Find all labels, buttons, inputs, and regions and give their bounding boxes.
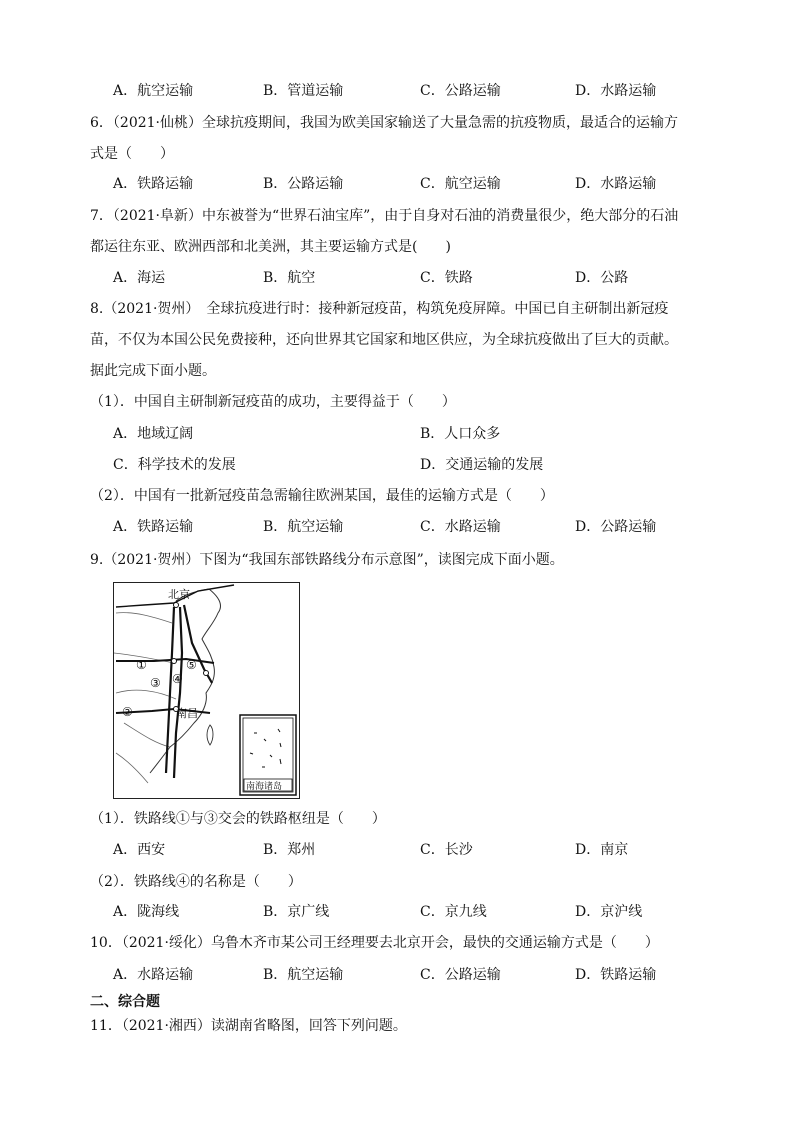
q9-sub2-option-c: C．京九线	[420, 904, 487, 920]
marker-4: ④	[172, 672, 183, 686]
q8-sub2-option-a: A．铁路运输	[113, 519, 194, 535]
q7-stem-line1: 7．（2021·阜新）中东被誉为“世界石油宝库”，由于自身对石油的消费量很少，绝大部分的石油	[90, 208, 679, 224]
q8-sub1-option-a: A．地域辽阔	[113, 426, 194, 442]
q10-option-b: B．航空运输	[263, 967, 344, 983]
q5-option-b: B．管道运输	[263, 83, 344, 99]
taiwan-island	[207, 725, 213, 745]
q6-stem-line2: 式是（ ）	[90, 146, 174, 162]
q9-sub1-option-d: D．南京	[575, 842, 629, 858]
station-beijing	[174, 603, 179, 608]
q6-stem-line1: 6．（2021·仙桃）全球抗疫期间，我国为欧美国家输送了大量急需的抗疫物质，最适合的运输方	[90, 115, 678, 131]
q5-option-c: C．公路运输	[420, 83, 501, 99]
q8-sub2-option-b: B．航空运输	[263, 519, 344, 535]
q9-sub2-option-b: B．京广线	[263, 904, 330, 920]
q10-option-d: D．铁路运输	[575, 967, 657, 983]
q9-sub1-option-b: B．郑州	[263, 842, 316, 858]
marker-1: ①	[136, 658, 147, 672]
q8-sub1-option-c: C．科学技术的发展	[113, 457, 236, 473]
label-nanchang: 南昌	[176, 707, 198, 720]
q11-stem-line1: 11．（2021·湘西）读湖南省略图，回答下列问题。	[90, 1018, 407, 1034]
station-east-junction	[204, 671, 209, 676]
q8-sub1-option-d: D．交通运输的发展	[420, 457, 544, 473]
q8-stem-line3: 据此完成下面小题。	[90, 363, 216, 379]
q9-stem-line1: 9.（2021·贺州）下图为“我国东部铁路线分布示意图”，读图完成下面小题。	[90, 552, 564, 568]
q10-option-a: A．水路运输	[113, 967, 194, 983]
q9-sub1-stem: （1）．铁路线①与③交会的铁路枢纽是（ ）	[90, 811, 386, 827]
marker-2: ②	[122, 705, 133, 719]
marker-3: ③	[150, 676, 161, 690]
station-north-junction	[172, 659, 177, 664]
q6-option-b: B．公路运输	[263, 176, 344, 192]
q6-option-c: C．航空运输	[420, 176, 501, 192]
section-heading: 二、综合题	[90, 994, 160, 1010]
q9-sub2-stem: （2）．铁路线④的名称是（ ）	[90, 874, 302, 890]
q8-stem-line2: 苗，不仅为本国公民免费接种，还向世界其它国家和地区供应，为全球抗疫做出了巨大的贡献。	[90, 332, 678, 348]
rail-line-beijing-guangzhou	[166, 607, 174, 773]
q9-sub2-option-a: A．陇海线	[113, 904, 180, 920]
south-china-sea-inset	[240, 715, 296, 795]
q7-option-a: A．海运	[113, 270, 166, 286]
q9-sub1-option-a: A．西安	[113, 842, 166, 858]
q9-sub1-option-c: C．长沙	[420, 842, 473, 858]
label-beijing: 北京	[168, 588, 190, 601]
q8-sub2-option-d: D．公路运输	[575, 519, 657, 535]
q5-option-a: A．航空运输	[113, 83, 194, 99]
q9-sub2-option-d: D．京沪线	[575, 904, 643, 920]
q6-option-d: D．水路运输	[575, 176, 657, 192]
rail-line-beijing-kowloon	[174, 607, 182, 778]
q8-stem-line1: 8.（2021·贺州） 全球抗疫进行时：接种新冠疫苗，构筑免疫屏障。中国已自主研制出新冠疫	[90, 301, 669, 317]
q7-option-d: D．公路	[575, 270, 629, 286]
q8-sub1-option-b: B．人口众多	[420, 426, 501, 442]
marker-5: ⑤	[186, 658, 197, 672]
q8-sub2-stem: （2）．中国有一批新冠疫苗急需输往欧洲某国，最佳的运输方式是（ ）	[90, 488, 554, 504]
railway-map-drawing	[114, 583, 299, 798]
q6-option-a: A．铁路运输	[113, 176, 194, 192]
q7-option-b: B．航空	[263, 270, 316, 286]
inset-label: 南海诸岛	[246, 782, 283, 792]
q5-option-d: D．水路运输	[575, 83, 657, 99]
q7-stem-line2: 都运往东亚、欧洲西部和北美洲，其主要运输方式是( )	[90, 239, 451, 255]
q8-sub2-option-c: C．水路运输	[420, 519, 501, 535]
q8-sub1-stem: （1）．中国自主研制新冠疫苗的成功，主要得益于（ ）	[90, 394, 456, 410]
q7-option-c: C．铁路	[420, 270, 473, 286]
q10-stem-line1: 10．（2021·绥化）乌鲁木齐市某公司王经理要去北京开会，最快的交通运输方式是（ ）	[90, 935, 659, 951]
q10-option-c: C．公路运输	[420, 967, 501, 983]
railway-map	[113, 582, 300, 799]
